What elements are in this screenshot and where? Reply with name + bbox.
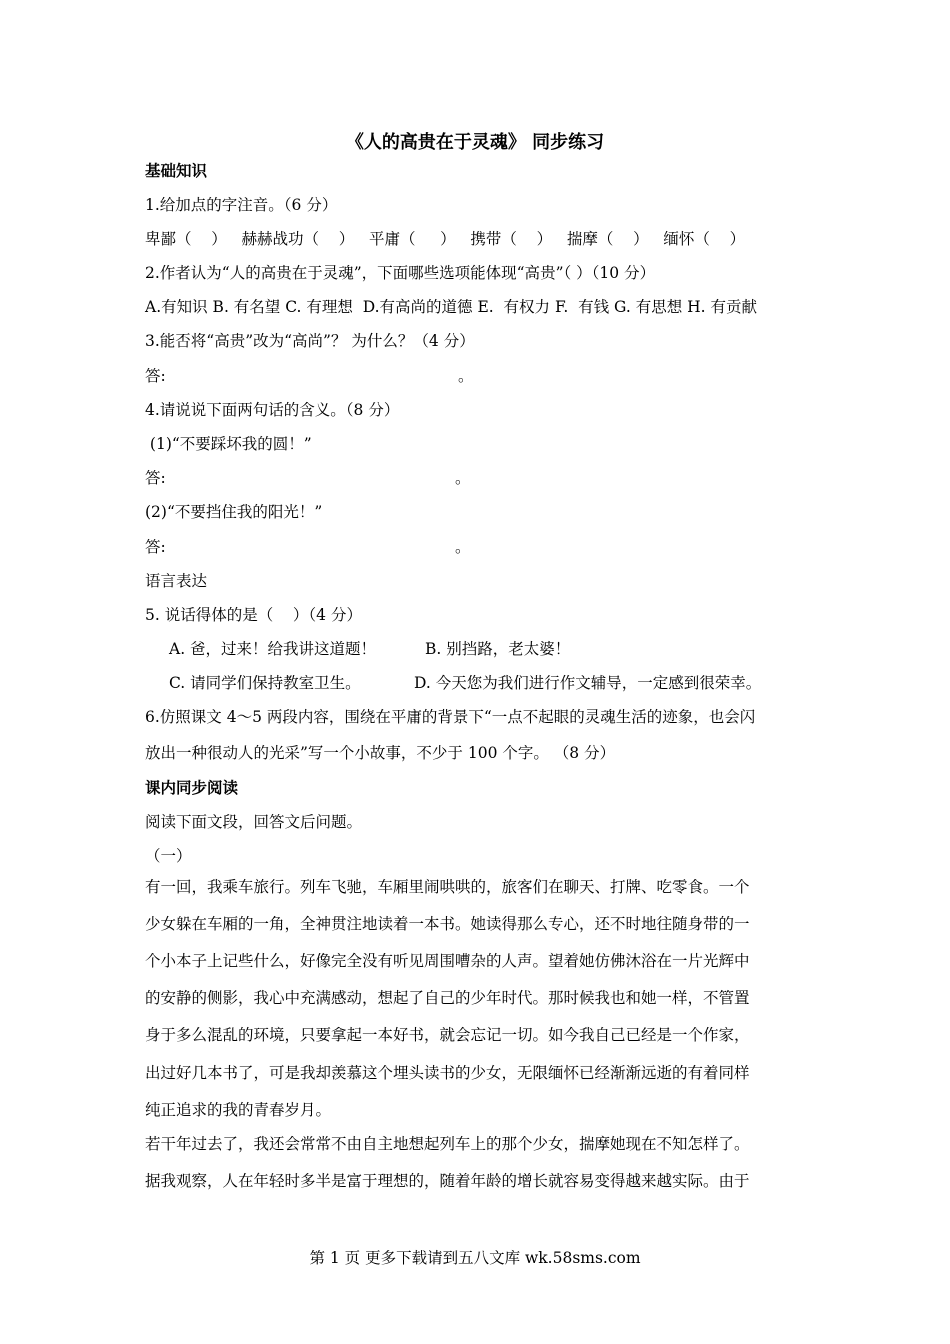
paragraph-line: 有一回，我乘车旅行。列车飞驰，车厢里闹哄哄的，旅客们在聊天、打牌、吃零食。一个 xyxy=(145,878,750,896)
answer-end: 。 xyxy=(455,469,471,487)
question-4-sentence-2: (2)“不要挡住我的阳光！” xyxy=(145,503,323,521)
question-5: 5. 说话得体的是（ ）（4 分） xyxy=(145,606,362,624)
answer-line-4-2 xyxy=(145,537,810,557)
paragraph-line: 的安静的侧影，我心中充满感动，想起了自己的少年时代。那时候我也和她一样，不管置 xyxy=(145,989,750,1007)
question-6-line-2: 放出一种很动人的光采”写一个小故事，不少于 100 个字。 （8 分） xyxy=(145,744,616,762)
answer-end: 。 xyxy=(455,538,471,556)
question-4-sentence-1: (1)“不要踩坏我的圆！” xyxy=(145,435,312,453)
option-c: C. 请同学们保持教室卫生。 xyxy=(169,674,361,692)
answer-label: 答: xyxy=(145,538,166,556)
page-title: 《人的高贵在于灵魂》 同步练习 xyxy=(345,132,605,153)
section-heading-reading: 课内同步阅读 xyxy=(145,779,239,797)
question-2: 2.作者认为“人的高贵在于灵魂”，下面哪些选项能体现“高贵”（ ）（10 分） xyxy=(145,264,656,282)
paragraph-line: 少女躲在车厢的一角，全神贯注地读着一本书。她读得那么专心，还不时地往随身带的一 xyxy=(145,915,750,933)
section-heading-language: 语言表达 xyxy=(145,572,208,590)
paragraph-line: 出过好几本书了，可是我却羡慕这个埋头读书的少女，无限缅怀已经渐渐远逝的有着同样 xyxy=(145,1064,750,1082)
answer-end: 。 xyxy=(458,367,474,385)
question-6-line-1: 6.仿照课文 4～5 两段内容，围绕在平庸的背景下“一点不起眼的灵魂生活的迹象，也会闪 xyxy=(145,708,756,726)
question-3: 3.能否将“高贵”改为“高尚”？ 为什么？（4 分） xyxy=(145,332,475,350)
paragraph-line: 个小本子上记些什么，好像完全没有听见周围嘈杂的人声。望着她仿佛沐浴在一片光辉中 xyxy=(145,952,750,970)
option-b: B. 别挡路，老太婆！ xyxy=(425,640,571,658)
question-2-options: A.有知识 B. 有名望 C. 有理想 D.有高尚的道德 E. 有权力 F. 有钱 G. 有思想 H. 有贡献 xyxy=(145,298,758,316)
question-1-items: 卑鄙（ ） 赫赫战功（ ） 平庸（ ） 携带（ ） 揣摩（ ） 缅怀（ ） xyxy=(145,230,746,248)
reading-instruction: 阅读下面文段，回答文后问题。 xyxy=(145,813,363,831)
answer-line-3 xyxy=(145,366,810,386)
answer-label: 答: xyxy=(145,469,166,487)
reading-part-label: （一） xyxy=(145,847,192,865)
question-1: 1.给加点的字注音。（6 分） xyxy=(145,196,338,214)
answer-line-4-1 xyxy=(145,468,810,488)
question-4: 4.请说说下面两句话的含义。（8 分） xyxy=(145,401,400,419)
page-footer: 第 1 页 更多下载请到五八文库 wk.58sms.com xyxy=(309,1249,641,1267)
paragraph-line: 身于多么混乱的环境，只要拿起一本好书，就会忘记一切。如今我自己已经是一个作家， xyxy=(145,1026,750,1044)
option-a: A. 爸，过来！给我讲这道题！ xyxy=(169,640,377,658)
answer-label: 答: xyxy=(145,367,166,385)
paragraph-line: 纯正追求的我的青春岁月。 xyxy=(145,1101,332,1119)
option-d: D. 今天您为我们进行作文辅导，一定感到很荣幸。 xyxy=(414,674,762,692)
paragraph-line: 据我观察，人在年轻时多半是富于理想的，随着年龄的增长就容易变得越来越实际。由于 xyxy=(145,1172,750,1190)
section-heading-basic: 基础知识 xyxy=(145,162,208,180)
paragraph-line: 若干年过去了，我还会常常不由自主地想起列车上的那个少女，揣摩她现在不知怎样了。 xyxy=(145,1135,750,1153)
